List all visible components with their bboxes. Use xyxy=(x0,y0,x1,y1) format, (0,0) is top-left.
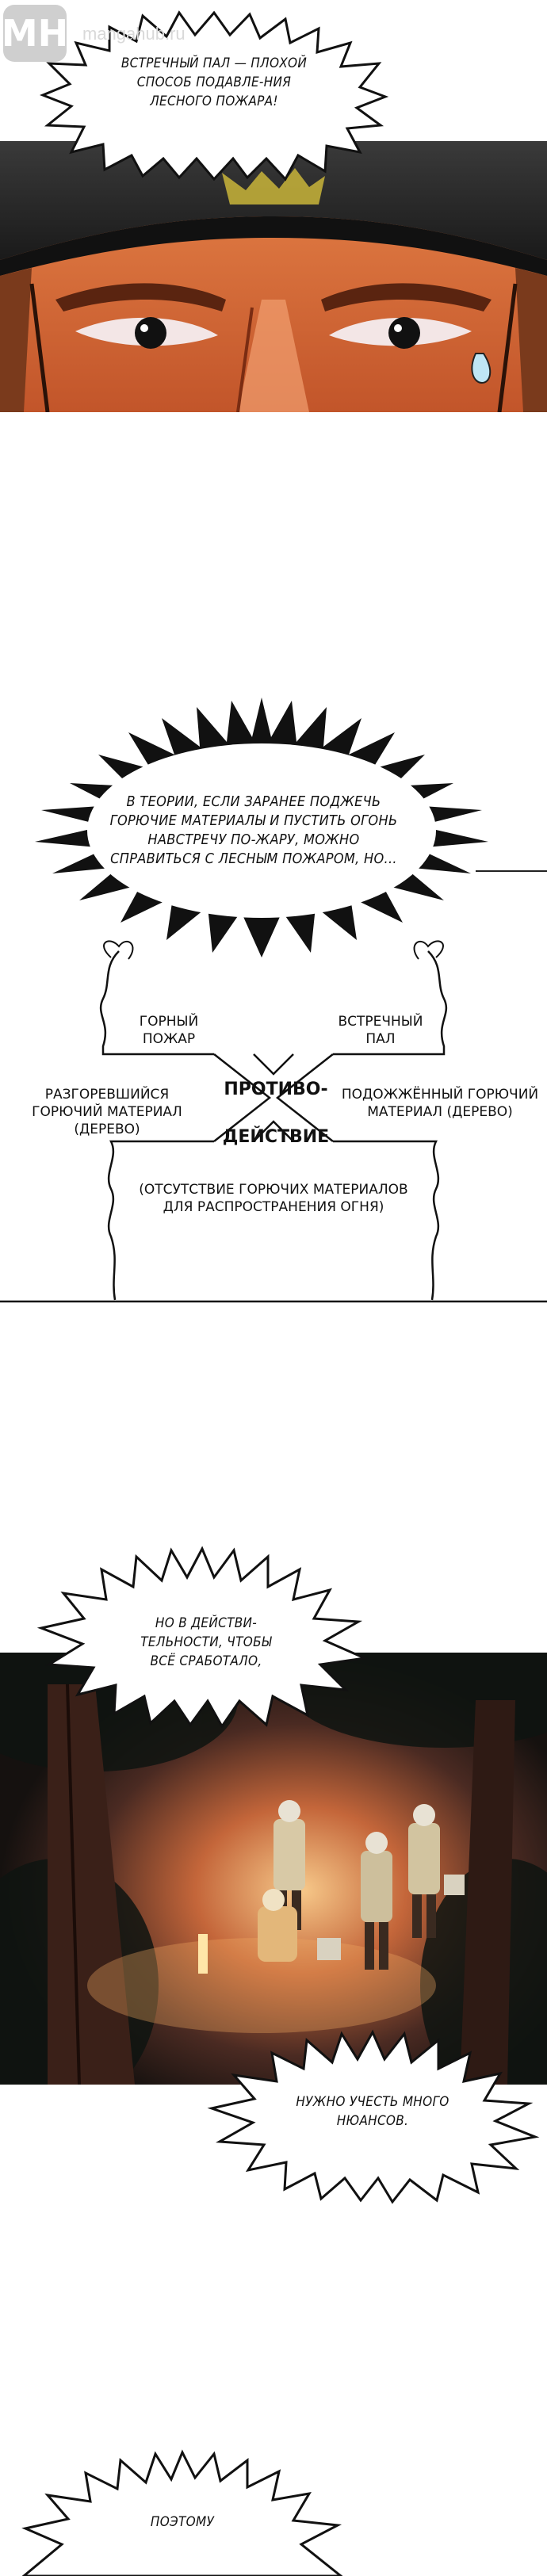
diagram-bottom: (ОТСУТСТВИЕ ГОРЮЧИХ МАТЕРИАЛОВ ДЛЯ РАСПРОСТРАНЕНИЯ ОГНЯ) xyxy=(139,1182,408,1215)
diagram-top-right: ВСТРЕЧНЫЙ ПАЛ xyxy=(338,1014,423,1047)
watermark-site: mangahub.ru xyxy=(82,24,186,44)
bubble-text-4: НУЖНО УЧЕСТЬ МНОГО НЮАНСОВ. xyxy=(296,2094,449,2129)
bubble-text-3: НО В ДЕЙСТВИ-ТЕЛЬНОСТИ, ЧТОБЫ ВСЁ СРАБОТАЛО, xyxy=(140,1615,272,1669)
diagram-top-left: ГОРНЫЙ ПОЖАР xyxy=(139,1014,199,1047)
mangahub-logo: MH xyxy=(3,5,67,62)
diagram-right: ПОДОЖЖЁННЫЙ ГОРЮЧИЙ МАТЕРИАЛ (ДЕРЕВО) xyxy=(341,1087,539,1120)
bubble-text-1: ВСТРЕЧНЫЙ ПАЛ — ПЛОХОЙ СПОСОБ ПОДАВЛЕ-НИЯ ЛЕСНОГО ПОЖАРА! xyxy=(120,55,308,109)
panel-border-line xyxy=(476,870,547,872)
bubble-text-5: ПОЭТОМУ xyxy=(150,2514,215,2530)
diagram-left: РАЗГОРЕВШИЙСЯ ГОРЮЧИЙ МАТЕРИАЛ (ДЕРЕВО) xyxy=(32,1087,182,1137)
bubble-text-2: В ТЕОРИИ, ЕСЛИ ЗАРАНЕЕ ПОДЖЕЧЬ ГОРЮЧИЕ МАТЕРИАЛЫ И ПУСТИТЬ ОГОНЬ НАВСТРЕЧУ ПО-ЖАРУ, МОЖНО СПРАВИТЬСЯ С ЛЕСНЫМ ПОЖАРОМ, НО... xyxy=(109,793,398,867)
diagram-center: ПРОТИВО-ДЕЙСТВИЕ xyxy=(222,1080,330,1147)
